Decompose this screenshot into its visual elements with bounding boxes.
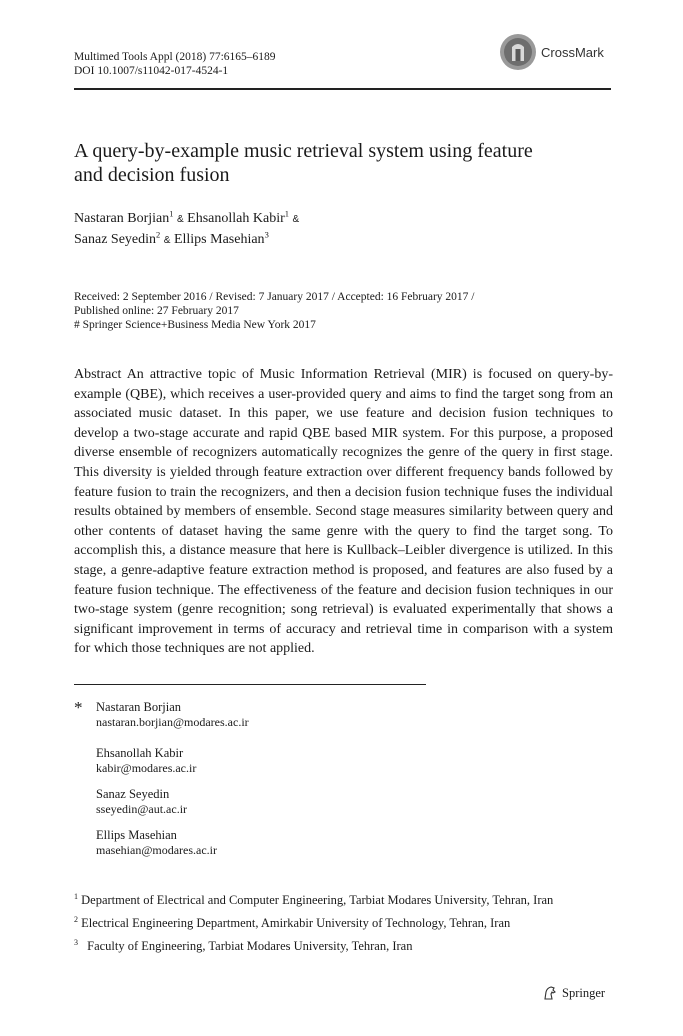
crossmark-badge[interactable] [499, 33, 604, 71]
title-line-1: A query-by-example music retrieval system using feature [74, 140, 533, 162]
affiliation-3 [74, 939, 412, 954]
publisher-name: Springer [562, 985, 606, 1000]
affiliation-sup: 3 [74, 937, 78, 947]
crossmark-icon [499, 33, 537, 71]
author-line-1 [74, 209, 614, 230]
author-line-2 [74, 230, 614, 251]
copyright-symbol: # [74, 319, 80, 331]
springer-horse-icon [542, 985, 558, 1001]
paper-title [74, 139, 614, 187]
author-name[interactable]: Nastaran Borjian [74, 211, 170, 226]
envelope-icon[interactable]: & [163, 235, 171, 246]
affiliation-text: Electrical Engineering Department, Amirkabir University of Technology, Tehran, Iran [81, 916, 511, 930]
contact-entry [96, 828, 217, 858]
publisher-logo [542, 985, 605, 1001]
dates-line-1: Received: 2 September 2016 / Revised: 7 January 2017 / Accepted: 16 February 2017 / [74, 291, 475, 303]
contact-name: Ehsanollah Kabir [96, 746, 184, 760]
title-line-2: and decision fusion [74, 164, 230, 186]
contact-name: Nastaran Borjian [96, 700, 182, 714]
author-name[interactable]: Ehsanollah Kabir [187, 211, 285, 226]
copyright-line [74, 318, 614, 332]
affiliation-1 [74, 893, 553, 908]
contact-entry [96, 787, 187, 817]
author-name[interactable]: Sanaz Seyedin [74, 232, 157, 247]
contact-email[interactable]: kabir@modares.ac.ir [96, 761, 197, 775]
author-affil-sup: 1 [284, 208, 290, 219]
contact-name: Ellips Masehian [96, 828, 177, 842]
dates-line-2: Published online: 27 February 2017 [74, 305, 239, 317]
corresponding-author-symbol: * [74, 698, 83, 717]
doi[interactable]: DOI 10.1007/s11042-017-4524-1 [74, 65, 229, 77]
crossmark-label: CrossMark [541, 44, 604, 60]
contact-entry [96, 746, 196, 776]
contact-name: Sanaz Seyedin [96, 787, 170, 801]
contact-email[interactable]: nastaran.borjian@modares.ac.ir [96, 715, 249, 729]
affiliation-sup: 1 [74, 891, 78, 901]
affiliation-2 [74, 916, 510, 931]
footnote-divider [74, 684, 426, 685]
author-affil-sup: 1 [169, 208, 174, 219]
envelope-icon[interactable]: & [292, 214, 300, 225]
copyright-text: Springer Science+Business Media New York 2017 [82, 319, 316, 331]
contact-entry [96, 700, 249, 730]
author-affil-sup: 3 [264, 229, 269, 240]
journal-header [74, 50, 276, 78]
author-affil-sup: 2 [156, 229, 161, 240]
publication-dates [74, 290, 614, 332]
contact-email[interactable]: sseyedin@aut.ac.ir [96, 802, 188, 816]
journal-citation: Multimed Tools Appl (2018) 77:6165–6189 [74, 51, 276, 63]
author-name[interactable]: Ellips Masehian [173, 232, 265, 247]
contact-email[interactable]: masehian@modares.ac.ir [96, 843, 218, 857]
abstract-text: Abstract An attractive topic of Music Information Retrieval (MIR) is focused on query-by-example (QBE), which receives a user-provided query and aims to find the target song from an associated music dataset. In this paper, we use feature and decision fusion techniques to develop a two-stage accurate and rapid QBE based MIR system. For this purpose, a proposed diverse ensemble of recognizers automatically recognizes the genre of the query in first stage. This diversity is yielded through feature extraction over different frequency bands followed by feature fusion to train the recognizers, and then a decision fusion technique fuses the individual results obtained by members of ensemble. Second stage measures similarity between query and other contents of dataset having the same genre with the query to find the target song. To accomplish this, a distance measure that here is Kullback–Leibler divergence is utilized. In this stage, a genre-adaptive feature extraction method is proposed, and features are also fused by a feature fusion technique. The effectiveness of the feature and decision fusion techniques in our two-stage system (genre recognition; song retrieval) is evaluated experimentally that shows a significant improvement in terms of accuracy and retrieval time in comparison with a system for which those techniques are not applied. [74, 367, 613, 657]
affiliation-sup: 2 [74, 914, 78, 924]
envelope-icon[interactable]: & [177, 214, 184, 225]
author-list [74, 209, 614, 251]
header-divider [74, 88, 611, 90]
affiliation-text: Faculty of Engineering, Tarbiat Modares University, Tehran, Iran [87, 939, 413, 953]
affiliation-text: Department of Electrical and Computer Engineering, Tarbiat Modares University, Tehran, Iran [81, 893, 554, 907]
